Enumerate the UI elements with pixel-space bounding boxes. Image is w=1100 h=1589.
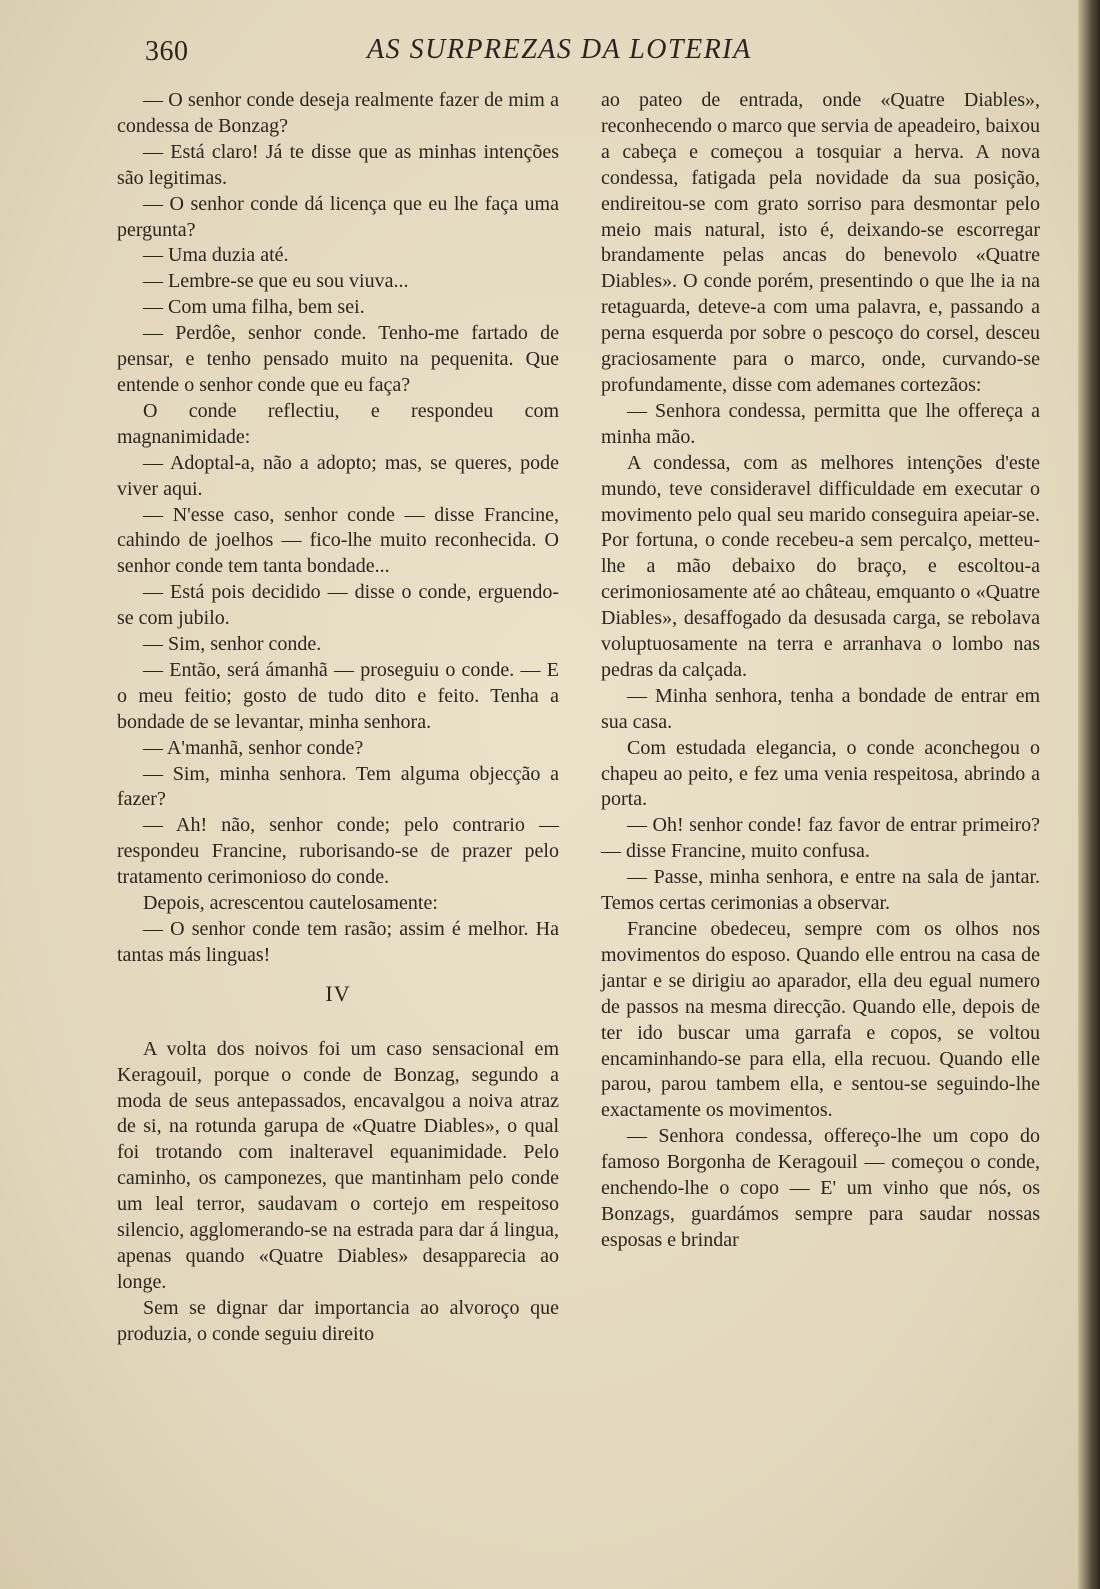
paragraph: — Com uma filha, bem sei.: [143, 296, 365, 319]
paragraph: A condessa, com as melhores intenções d'este mundo, teve consideravel difficuldade em executar o movimento pelo qual seu marido conseguira apeiar-se. Por fortuna, o conde recebeu-a sem percalço, metteu-lhe a mão debaixo do braço, e escoltou-a cerimoniosamente até ao château, emquanto o «Quatre Diables», desaffogado da desusada carga, se rebolava voluptuosamente na terra e arranhava o lombo nas pedras da calçada.: [601, 451, 1040, 681]
paragraph: — Oh! senhor conde! faz favor de entrar primeiro? — disse Francine, muito confusa.: [601, 814, 1040, 863]
paragraph: Sem se dignar dar importancia ao alvoroço que produzia, o conde seguiu direito: [117, 1296, 559, 1345]
page-number: 360: [145, 36, 189, 67]
paragraph: — Senhora condessa, permitta que lhe offereça a minha mão.: [601, 399, 1040, 448]
paragraph: — A'manhã, senhor conde?: [143, 736, 364, 759]
paragraph: — Está pois decidido — disse o conde, erguendo-se com jubilo.: [117, 581, 559, 630]
paragraph: — Passe, minha senhora, e entre na sala de jantar. Temos certas cerimonias a observar.: [601, 866, 1040, 915]
page-edge-shadow: [1078, 0, 1100, 1589]
paragraph: A volta dos noivos foi um caso sensacional em Keragouil, porque o conde de Bonzag, segundo a moda de seus antepassados, encavalgou a noiva atraz de si, na rotunda garupa de «Quatre Diables», o qual foi trotando com inalteravel equanimidade. Pelo caminho, os camponezes, que mantinham pelo conde um leal terror, saudavam o cortejo em respeitoso silencio, agglomerando-se na estrada para dar á lingua, apenas quando «Quatre Diables» desapparecia ao longe.: [117, 1037, 559, 1293]
paragraph: O conde reflectiu, e respondeu com magnanimidade:: [117, 399, 559, 448]
paragraph: — Uma duzia até.: [143, 244, 289, 267]
paragraph: — Ah! não, senhor conde; pelo contrario — respondeu Francine, ruborisando-se de prazer pelo tratamento cerimonioso do conde.: [117, 814, 559, 889]
paragraph: — Sim, senhor conde.: [143, 633, 322, 656]
paragraph: Depois, acrescentou cautelosamente:: [143, 892, 438, 915]
paragraph: — Senhora condessa, offereço-lhe um copo do famoso Borgonha de Keragouil — começou o conde, enchendo-lhe o copo — E' um vinho que nós, os Bonzags, guardámos sempre para saudar nossas esposas e brindar: [601, 1125, 1040, 1251]
paragraph: Francine obedeceu, sempre com os olhos nos movimentos do esposo. Quando elle entrou na casa de jantar e se dirigiu ao aparador, ella deu egual numero de passos na mesma direcção. Quando elle, depois de ter ido buscar uma garrafa e copos, se voltou encaminhando-se para ella, ella recuou. Quando elle parou, parou tambem ella, e sentou-se seguindo-lhe exactamente os movimentos.: [601, 918, 1040, 1122]
paragraph: — N'esse caso, senhor conde — disse Francine, cahindo de joelhos — fico-lhe muito reconhecida. O senhor conde tem tanta bondade...: [117, 503, 559, 578]
paragraph: — Lembre-se que eu sou viuva...: [143, 270, 409, 293]
paragraph: — Está claro! Já te disse que as minhas intenções são legitimas.: [117, 140, 559, 189]
section-heading: IV: [325, 980, 351, 1006]
paragraph: — Minha senhora, tenha a bondade de entrar em sua casa.: [601, 684, 1040, 733]
paragraph: — Sim, minha senhora. Tem alguma objecção a fazer?: [117, 762, 559, 811]
paragraph: — Perdôe, senhor conde. Tenho-me fartado de pensar, e tenho pensado muito na pequenita. Que entende o senhor conde que eu faça?: [117, 322, 559, 396]
right-column: [601, 88, 1040, 1254]
running-title: AS SURPREZAS DA LOTERIA: [367, 34, 752, 65]
paragraph: — O senhor conde deseja realmente fazer de mim a condessa de Bonzag?: [117, 89, 559, 137]
paragraph: — Então, será ámanhã — proseguiu o conde. — E o meu feitio; gosto de tudo dito e feito. Tenha a bondade de se levantar, minha senhora.: [117, 658, 559, 733]
paragraph: Com estudada elegancia, o conde aconchegou o chapeu ao peito, e fez uma venia respeitosa, abrindo a porta.: [601, 736, 1040, 811]
left-column: [117, 88, 559, 1348]
paragraph: ao pateo de entrada, onde «Quatre Diables», reconhecendo o marco que servia de apeadeiro, baixou a cabeça e começou a tosquiar a herva. A nova condessa, fatigada pela novidade da sua posição, endireitou-se com grato sorriso para desmontar pelo meio mais natural, isto é, deixando-se escorregar brandamente pelas ancas do benevolo «Quatre Diables». O conde porém, presentindo o que lhe ia na retaguarda, deteve-a com uma palavra, e, passando a perna esquerda por sobre o pescoço do corsel, desceu graciosamente para o marco, onde, curvando-se profundamente, disse com ademanes cortezãos:: [601, 89, 1040, 396]
paragraph: — Adoptal-a, não a adopto; mas, se queres, pode viver aqui.: [117, 451, 559, 500]
page-header: [145, 30, 785, 74]
paragraph: — O senhor conde dá licença que eu lhe faça uma pergunta?: [117, 192, 559, 241]
paragraph: — O senhor conde tem rasão; assim é melhor. Ha tantas más linguas!: [117, 918, 559, 966]
